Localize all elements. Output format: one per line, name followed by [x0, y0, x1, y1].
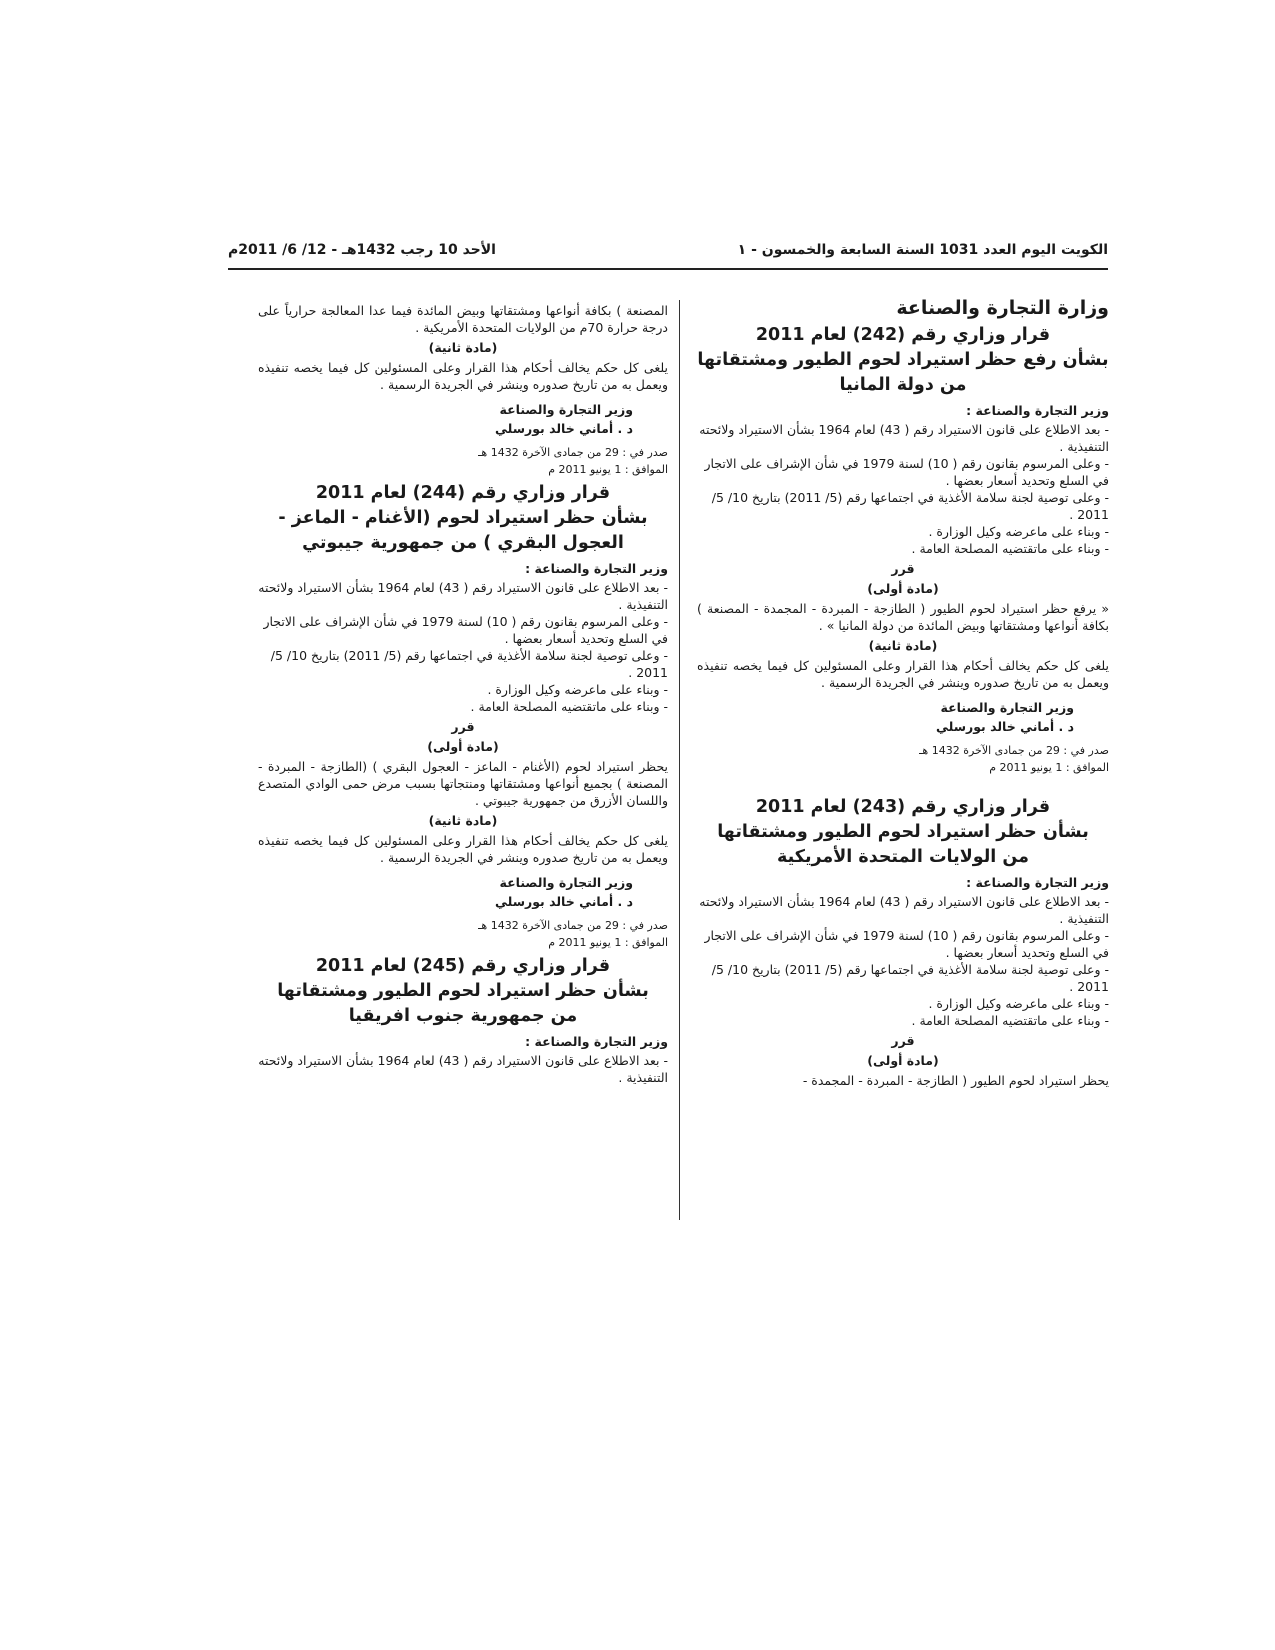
decree-242-decided: قرر	[891, 561, 915, 576]
decree-245-title-line: قرار وزاري رقم (245) لعام 2011	[315, 956, 611, 976]
decree-243-article2-text: يلغى كل حكم يخالف أحكام هذا القرار وعلى المسئولين كل فيما يخصه تنفيذه ويعمل به من تاريخ صدوره وينشر في الجريدة الرسمية .	[258, 360, 668, 392]
decree-243-title-line: قرار وزاري رقم (243) لعام 2011	[755, 797, 1051, 817]
decree-242-clause: - وبناء على ماتقتضيه المصلحة العامة .	[911, 541, 1109, 556]
ministry-title: وزارة التجارة والصناعة	[896, 297, 1109, 319]
decree-245-title	[258, 954, 668, 1029]
decree-243-minister-title: وزير التجارة والصناعة	[499, 402, 633, 417]
decree-242-issued: صدر في : 29 من جمادى الآخرة 1432 هـ	[919, 744, 1109, 757]
decree-243-title	[697, 795, 1109, 870]
page-header	[228, 242, 1108, 264]
decree-242-preamble: وزير التجارة والصناعة :	[966, 403, 1109, 418]
decree-243-clause: - وعلى المرسوم بقانون رقم ( 10) لسنة 1979 في شأن الإشراف على الاتجار في السلع وتحديد أسعار بعضها .	[704, 928, 1109, 960]
decree-243-decided: قرر	[891, 1033, 915, 1048]
decree-244-clause: - بعد الاطلاع على قانون الاستيراد رقم ( 43) لعام 1964 بشأن الاستيراد ولائحته التنفيذية .	[258, 580, 668, 612]
decree-243-title-line: بشأن حظر استيراد لحوم الطيور ومشتقاتها	[717, 822, 1089, 842]
decree-243-issued: صدر في : 29 من جمادى الآخرة 1432 هـ	[478, 446, 668, 459]
decree-245-clause: - بعد الاطلاع على قانون الاستيراد رقم ( 43) لعام 1964 بشأن الاستيراد ولائحته التنفيذية .	[258, 1053, 668, 1085]
decree-243-corresponding: الموافق : 1 يونيو 2011 م	[548, 463, 668, 476]
decree-244-title-line: بشأن حظر استيراد لحوم (الأغنام - الماعز -	[278, 508, 648, 528]
left-column	[258, 300, 668, 1086]
decree-242-article1-text: « يرفع حظر استيراد لحوم الطيور ( الطازجة - المبردة - المجمدة - المصنعة ) بكافة أنواعها ومشتقاتها وبيض المائدة من دولة المانيا » .	[697, 601, 1109, 633]
decree-244-article2-text: يلغى كل حكم يخالف أحكام هذا القرار وعلى المسئولين كل فيما يخصه تنفيذه ويعمل به من تاريخ صدوره وينشر في الجريدة الرسمية .	[258, 833, 668, 865]
decree-242-title	[697, 323, 1109, 398]
decree-244-article1-text: يحظر استيراد لحوم (الأغنام - الماعز - العجول البقري ) (الطازجة - المبردة - المصنعة ) بجميع أنواعها ومشتقاتها ومنتجاتها بسبب مرض حمى الوادي المتصدع واللسان الأزرق من جمهورية جيبوتي .	[258, 759, 668, 808]
decree-244-clause: - وعلى توصية لجنة سلامة الأغذية في اجتماعها رقم (5/ 2011) بتاريخ 10/ 5/ 2011 .	[270, 648, 668, 680]
decree-244-clause: - وعلى المرسوم بقانون رقم ( 10) لسنة 1979 في شأن الإشراف على الاتجار في السلع وتحديد أسعار بعضها .	[263, 614, 668, 646]
decree-244-clause: - وبناء على ماتقتضيه المصلحة العامة .	[470, 699, 668, 714]
decree-244-article1-heading: (مادة أولى)	[427, 739, 499, 754]
decree-243-minister-name: د . أماني خالد بورسلي	[494, 421, 633, 436]
decree-244-title-line: قرار وزاري رقم (244) لعام 2011	[315, 483, 611, 503]
decree-243-clause: - وبناء على ماعرضه وكيل الوزارة .	[928, 996, 1109, 1011]
decree-243-article2-heading: (مادة ثانية)	[428, 340, 498, 355]
decree-242-title-line: من دولة المانيا	[839, 375, 967, 395]
decree-242-minister-title: وزير التجارة والصناعة	[940, 700, 1074, 715]
header-date: الأحد 10 رجب 1432هـ - 12/ 6/ 2011م	[228, 242, 496, 258]
decree-242-clause: - بعد الاطلاع على قانون الاستيراد رقم ( 43) لعام 1964 بشأن الاستيراد ولائحته التنفيذية .	[699, 422, 1109, 454]
decree-244-corresponding: الموافق : 1 يونيو 2011 م	[548, 936, 668, 949]
decree-244-issued: صدر في : 29 من جمادى الآخرة 1432 هـ	[478, 919, 668, 932]
decree-243-clause: - وبناء على ماتقتضيه المصلحة العامة .	[911, 1013, 1109, 1028]
decree-245-title-line: من جمهورية جنوب افريقيا	[348, 1006, 578, 1026]
decree-244-title-line: العجول البقري ) من جمهورية جيبوتي	[302, 533, 624, 553]
decree-242-clause: - وعلى المرسوم بقانون رقم ( 10) لسنة 1979 في شأن الإشراف على الاتجار في السلع وتحديد أسعار بعضها .	[704, 456, 1109, 488]
decree-242-minister-name: د . أماني خالد بورسلي	[935, 719, 1074, 734]
decree-242-article1-heading: (مادة أولى)	[867, 581, 939, 596]
decree-244-title	[258, 481, 668, 556]
decree-242-article2-heading: (مادة ثانية)	[868, 638, 938, 653]
decree-243-article1-text-start: يحظر استيراد لحوم الطيور ( الطازجة - المبردة - المجمدة -	[802, 1073, 1109, 1088]
decree-242-article2-text: يلغى كل حكم يخالف أحكام هذا القرار وعلى المسئولين كل فيما يخصه تنفيذه ويعمل به من تاريخ صدوره وينشر في الجريدة الرسمية .	[697, 658, 1109, 690]
header-issue-info: الكويت اليوم العدد 1031 السنة السابعة والخمسون - ١	[737, 242, 1108, 258]
decree-243-preamble: وزير التجارة والصناعة :	[966, 875, 1109, 890]
decree-242-clause: - وعلى توصية لجنة سلامة الأغذية في اجتماعها رقم (5/ 2011) بتاريخ 10/ 5/ 2011 .	[711, 490, 1109, 522]
decree-243-clause: - وعلى توصية لجنة سلامة الأغذية في اجتماعها رقم (5/ 2011) بتاريخ 10/ 5/ 2011 .	[711, 962, 1109, 994]
decree-243-article1-heading: (مادة أولى)	[867, 1053, 939, 1068]
decree-242-title-line: قرار وزاري رقم (242) لعام 2011	[755, 325, 1051, 345]
decree-245-title-line: بشأن حظر استيراد لحوم الطيور ومشتقاتها	[277, 981, 649, 1001]
decree-242-title-line: بشأن رفع حظر استيراد لحوم الطيور ومشتقاتها	[697, 350, 1109, 370]
decree-243-clause: - بعد الاطلاع على قانون الاستيراد رقم ( 43) لعام 1964 بشأن الاستيراد ولائحته التنفيذية .	[699, 894, 1109, 926]
decree-243-title-line: من الولايات المتحدة الأمريكية	[777, 847, 1029, 867]
decree-245-preamble: وزير التجارة والصناعة :	[525, 1034, 668, 1049]
right-column	[697, 297, 1109, 1091]
decree-242-clause: - وبناء على ماعرضه وكيل الوزارة .	[928, 524, 1109, 539]
decree-244-minister-name: د . أماني خالد بورسلي	[494, 894, 633, 909]
decree-244-decided: قرر	[451, 719, 475, 734]
decree-244-article2-heading: (مادة ثانية)	[428, 813, 498, 828]
decree-243-article1-text-cont: المصنعة ) بكافة أنواعها ومشتقاتها وبيض المائدة فيما عدا المعالجة حرارياً على درجة حرارة 70م من الولايات المتحدة الأمريكية .	[258, 303, 668, 335]
decree-242-corresponding: الموافق : 1 يونيو 2011 م	[989, 761, 1109, 774]
decree-244-clause: - وبناء على ماعرضه وكيل الوزارة .	[487, 682, 668, 697]
header-rule	[228, 268, 1108, 270]
column-divider	[679, 300, 680, 1220]
decree-244-preamble: وزير التجارة والصناعة :	[525, 561, 668, 576]
decree-244-minister-title: وزير التجارة والصناعة	[499, 875, 633, 890]
